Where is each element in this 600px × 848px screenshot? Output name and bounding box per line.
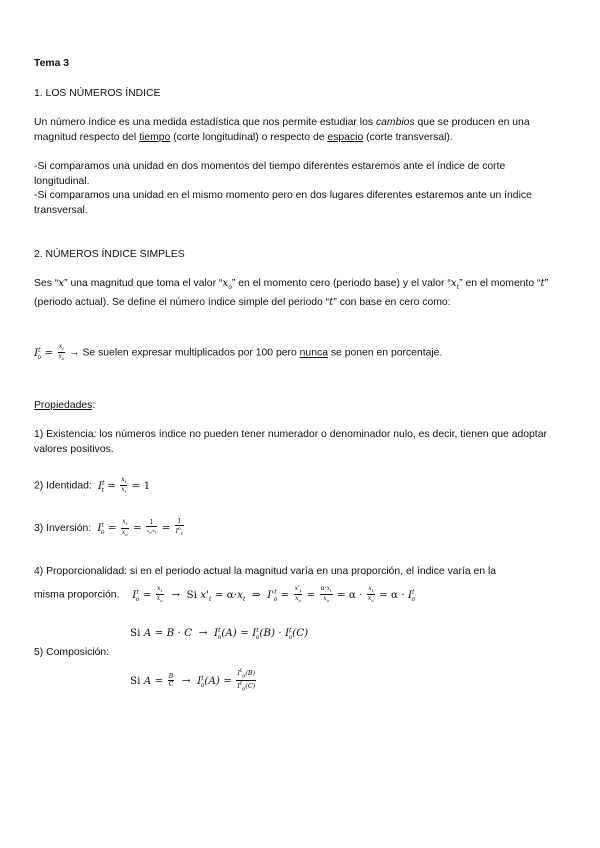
text-run: Si <box>130 674 141 687</box>
section-2-heading: 2. NÚMEROS ÍNDICE SIMPLES <box>34 249 185 260</box>
text-run: Si $A = B \cdot C \to I^t_o(A) = I^t_o(B) \cdot I^t_o(C)$ <box>130 627 309 641</box>
text-run: → Se suelen expresar multiplicados por 100 pero <box>66 347 300 359</box>
text-run: Si A = $\frac{B}{C}$ → $I^t_o(A)$ = $\frac{I^t_o(B)}{I^t_o(C)}$ <box>130 668 256 693</box>
text-run: se ponen en porcentaje. <box>327 347 443 359</box>
property-1-existencia: 1) Existencia: los números índice no pueden tener numerador o denominador nulo, es decir, tienen que adoptar valores positivos. <box>34 429 547 455</box>
section-2-definition <box>34 276 554 310</box>
text-run: 3) Inversión: <box>34 523 92 535</box>
text-run: que se producen en una magnitud respecto del <box>34 117 530 143</box>
text-run: ” en el momento “ <box>459 278 541 289</box>
properties-heading <box>34 398 554 413</box>
text-run: (corte transversal). <box>363 132 453 143</box>
text-run: (corte longitudinal) o respecto de <box>170 132 328 143</box>
var-t: t <box>329 296 334 308</box>
section-1-paragraph-3: -Si comparamos una unidad en el mismo momento pero en dos lugares diferentes estaremos ante un índice transversal. <box>34 190 532 216</box>
text-run: Si <box>130 627 141 639</box>
simple-index-formula-row <box>34 343 442 362</box>
var-xt: $x_t$ <box>450 277 460 291</box>
section-1-heading: 1. LOS NÚMEROS ÍNDICE <box>34 88 161 99</box>
text-run: Un número índice es una medida estadística que nos permite estudiar los <box>34 117 376 128</box>
text-run: Propiedades <box>34 400 93 411</box>
text-run: Si <box>186 588 197 601</box>
section-1-paragraph-1 <box>34 115 554 145</box>
text-run: Ses “ <box>34 278 59 289</box>
text-run: : <box>92 400 96 411</box>
identity-formula: $I^t_t$ = $\frac{x_t}{x_t}$ = 1 <box>94 476 151 495</box>
simple-index-formula: $I^t_o$ = $\frac{x_t}{x_o}$ <box>34 343 65 362</box>
composition-quotient-formula <box>130 668 257 694</box>
tiempo-underlined: tiempo <box>139 132 171 143</box>
text-run: = 1 <box>131 479 151 492</box>
inversion-formula: $I^t_o$ = $\frac{x_t}{x_o}$ = $\frac{1}{x_o/x_t}$ = $\frac{1}{I^o_t}$ <box>94 518 184 538</box>
property-2-identidad <box>34 476 150 495</box>
property-5-composicion: 5) Composición: <box>34 647 110 658</box>
var-x: x <box>58 277 65 289</box>
property-4-proporcionalidad <box>34 585 415 604</box>
var-x0: $x_o$ <box>222 277 232 291</box>
nunca-underlined: nunca <box>299 347 328 359</box>
text-run: misma proporción. <box>34 589 120 601</box>
var-t: t <box>540 277 545 289</box>
espacio-underlined: espacio <box>327 132 364 143</box>
text-run: ” (periodo actual). Se define el número índice simple del periodo “ <box>34 278 549 308</box>
proportionality-formula: $I^t_o$ = $\frac{x_t}{x_o}$ → Si $x'_t = \alpha\cdot x_t$ ⇒ $I'^t_o$ = $\frac{x'_t}{x_o}$ = $\frac{\alpha\cdot x_t}{x_o}$ = α · $\frac{x_t}{x_o}$ = $\alpha \cdot I^t_o$ <box>122 585 416 604</box>
section-1-paragraph-2: -Si comparamos una unidad en dos momentos del tiempo diferentes estaremos ante el índice de corte longitudinal. <box>34 161 506 187</box>
composition-product-formula <box>130 627 308 641</box>
text-run: ” con base en cero como: <box>333 297 451 308</box>
text-run: ” en el momento cero (periodo base) y el valor “ <box>231 278 451 289</box>
property-3-inversion <box>34 518 185 538</box>
cambios-emphasis: cambios <box>375 117 415 128</box>
text-run: ” una magnitud que toma el valor “ <box>64 278 223 289</box>
property-4-text: 4) Proporcionalidad: si en el periodo actual la magnitud varía en una proporción, el índice varía en la <box>34 566 497 577</box>
document-title: Tema 3 <box>34 58 70 69</box>
text-run: 2) Identidad: <box>34 480 92 492</box>
